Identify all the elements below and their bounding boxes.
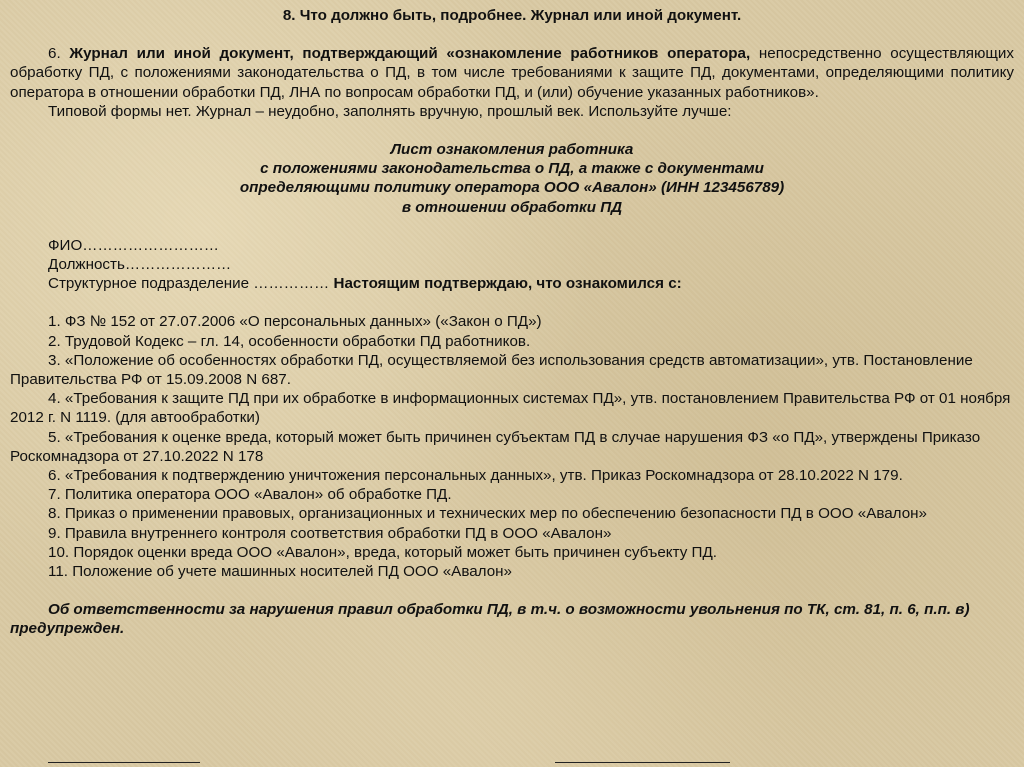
list-item: 7. Политика оператора ООО «Авалон» об обработке ПД. [48, 486, 452, 504]
list-item: 4. «Требования к защите ПД при их обработке в информационных системах ПД», утв. постановлением Правительства РФ от 01 ноября 2012 г. N 1119. (для автообработки) [10, 390, 1011, 427]
fio-field: ФИО……………………… [48, 236, 219, 254]
document-page [10, 6, 1014, 639]
responsibility-text: Об ответственности за нарушения правил обработки ПД, в т.ч. о возможности увольнения по ТК, ст. 81, п. 6, п.п. в) предупрежден. [10, 601, 970, 638]
list-item: 6. «Требования к подтверждению уничтожения персональных данных», утв. Приказ Роскомнадзора от 28.10.2022 N 179. [48, 467, 903, 485]
document-title-line: в отношении обработки ПД [401, 198, 623, 216]
document-title-line: определяющими политику оператора ООО «Авалон» (ИНН 123456789) [239, 179, 785, 197]
spacer [10, 293, 1014, 312]
list-item: 10. Порядок оценки вреда ООО «Авалон», вреда, который может быть причинен субъекту ПД. [48, 543, 717, 561]
confirm-text: Настоящим подтверждаю, что ознакомился с: [333, 275, 682, 293]
list-item: 3. «Положение об особенностях обработки ПД, осуществляемой без использования средств автоматизации», утв. Постановление Правительства РФ от 15.09.2008 N 687. [10, 351, 973, 389]
spacer [10, 25, 1014, 44]
slide-title: 8. Что должно быть, подробнее. Журнал или иной документ. [282, 7, 742, 24]
date-line [555, 762, 730, 763]
intro-number: 6. [48, 45, 61, 63]
department-field [10, 274, 1014, 293]
list-item: 8. Приказ о применении правовых, организационных и технических мер по обеспечению безопасности ПД в ООО «Авалон» [48, 505, 927, 523]
list-item: 11. Положение об учете машинных носителей ПД ООО «Авалон» [48, 563, 512, 581]
spacer [10, 217, 1014, 236]
spacer [10, 121, 1014, 140]
document-title-line: Лист ознакомления работника [390, 141, 634, 159]
list-item: 5. «Требования к оценке вреда, который может быть причинен субъектам ПД в случае нарушения ФЗ «о ПД», утверждены Приказо Роскомнадзора от 27.10.2022 N 178 [10, 428, 981, 465]
spacer [10, 581, 1014, 600]
note-text: Типовой формы нет. Журнал – неудобно, заполнять вручную, прошлый век. Используйте лучше: [48, 102, 732, 120]
intro-rest-text: непосредственно осуществляющих обработку ПД, с положениями законодательства о ПД, в том числе требованиями к защите ПД, документами, определяющими политику оператора в отношении обработки ПД, ЛНА по вопросам обработки ПД, и (или) обучение указанных работников». [10, 45, 1014, 101]
intro-bold-text: Журнал или иной документ, подтверждающий «ознакомление работников оператора, [69, 45, 751, 63]
department-label: Структурное подразделение …………… [48, 275, 330, 293]
signature-line [48, 762, 200, 763]
intro-paragraph [10, 44, 1014, 102]
list-item: 9. Правила внутреннего контроля соответствия обработки ПД в ООО «Авалон» [48, 524, 612, 542]
document-title-line: с положениями законодательства о ПД, а также с документами [260, 160, 764, 178]
position-field: Должность………………… [48, 256, 232, 274]
list-item: 2. Трудовой Кодекс – гл. 14, особенности обработки ПД работников. [48, 332, 531, 350]
list-item: 1. ФЗ № 152 от 27.07.2006 «О персональных данных» («Закон о ПД») [48, 313, 542, 331]
